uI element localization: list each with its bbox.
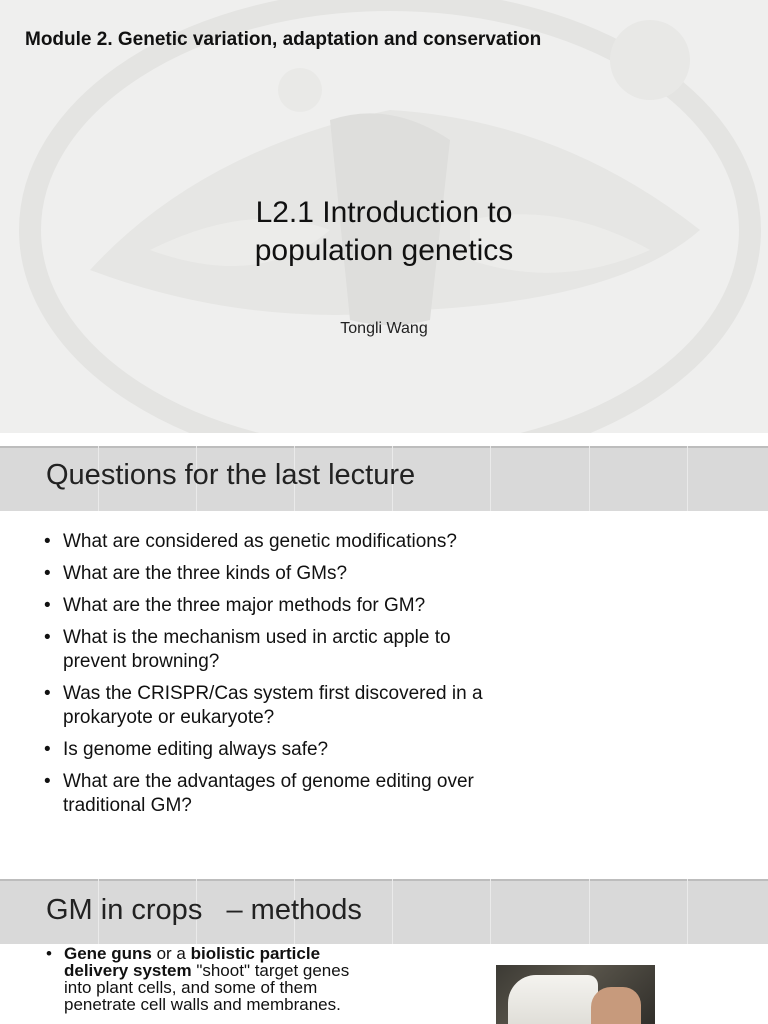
gene-gun-tube [508, 975, 598, 1024]
lecture-title-line1: L2.1 Introduction to [255, 196, 513, 229]
list-item: • What are the advantages of genome editing over traditional GM? [44, 770, 524, 818]
slide-header-bar [0, 446, 768, 511]
methods-bullet [46, 945, 406, 1013]
slide-divider [0, 433, 768, 446]
list-item: • What are the three major methods for GM? [44, 594, 524, 618]
gm-methods-slide [0, 879, 768, 1024]
header-grid-line [490, 879, 491, 944]
methods-bullet-text: Gene guns or a biolistic particle delivery system "shoot" target genes into plant cells, and some of them penetrate cell walls and membranes. [64, 944, 350, 1014]
title-slide [0, 0, 768, 433]
header-grid-line [687, 446, 688, 511]
header-grid-line [589, 879, 590, 944]
slide-header-bar [0, 879, 768, 944]
hand-shape [591, 987, 641, 1024]
list-item: • Was the CRISPR/Cas system first discovered in a prokaryote or eukaryote? [44, 682, 524, 730]
list-item: • Is genome editing always safe? [44, 738, 524, 762]
header-grid-line [490, 446, 491, 511]
list-item: • What are considered as genetic modifications? [44, 530, 524, 554]
lecture-title-line2: population genetics [254, 234, 514, 267]
bullet-symbol: • [46, 944, 52, 963]
header-top-rule [0, 879, 768, 881]
slide-divider [0, 869, 768, 879]
gene-gun-photo [496, 965, 655, 1024]
list-item: • What is the mechanism used in arctic apple to prevent browning? [44, 626, 524, 674]
author-name: Tongli Wang [340, 320, 428, 337]
header-grid-line [589, 446, 590, 511]
header-grid-line [392, 879, 393, 944]
header-top-rule [0, 446, 768, 448]
question-list [44, 530, 524, 826]
lecture-title [0, 194, 768, 270]
slide-title: Questions for the last lecture [46, 459, 416, 491]
questions-slide [0, 446, 768, 869]
module-title: Module 2. Genetic variation, adaptation and conservation [25, 29, 542, 50]
header-grid-line [687, 879, 688, 944]
list-item: • What are the three kinds of GMs? [44, 562, 524, 586]
slide-title: GM in crops – methods [46, 894, 362, 926]
